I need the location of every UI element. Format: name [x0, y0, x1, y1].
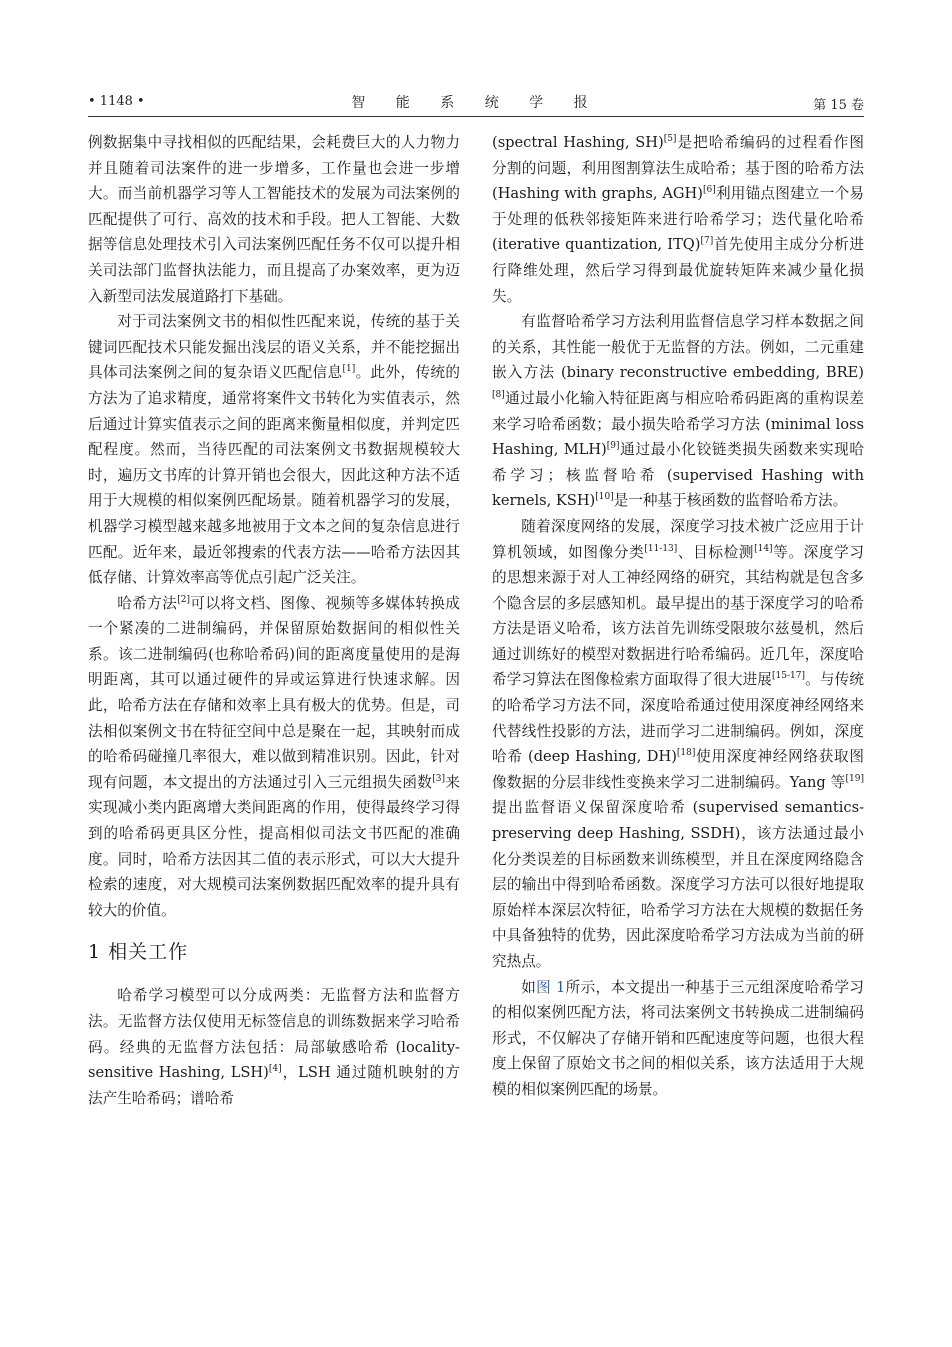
section-heading: 1 相关工作: [88, 941, 189, 964]
citation[interactable]: [1]: [342, 364, 356, 375]
text: 利用锚点图建立一个易于处理的低秩邻接矩阵来进行哈希学习；迭代量化哈希 (iterative quantization, ITQ): [492, 185, 864, 254]
citation[interactable]: [15-17]: [772, 671, 806, 682]
paragraph: [492, 514, 864, 975]
citation[interactable]: [4]: [268, 1064, 282, 1075]
text: 是一种基于核函数的监督哈希方法。: [613, 492, 848, 510]
citation[interactable]: [2]: [177, 594, 190, 605]
left-column: [88, 130, 460, 1111]
text: 是把哈希编码的过程看作图分割的问题，利用图割算法生成哈希；基于图的哈希方法 (Hashing with graphs, AGH): [492, 134, 864, 203]
text: 。此外，传统的方法为了追求精度，通常将案件文书转化为实值表示，然后通过计算实值表示之间的距离来衡量相似度，并判定匹配程度。然而，当待匹配的司法案例文书数据规模较大时，遍历文书库的计算开销也会很大，因此这种方法不适用于大规模的相似案例匹配场景。随着机器学习的发展，机器学习模型越来越多地被用于文本之间的复杂信息进行匹配。近年来，最近邻搜索的代表方法——哈希方法因其低存储、计算效率高等优点引起广泛关注。: [88, 364, 460, 587]
text: ，LSH 通过随机映射的方法产生哈希码；谱哈希: [88, 1064, 460, 1107]
citation[interactable]: [11-13]: [644, 543, 678, 554]
text: 通过最小化输入特征距离与相应哈希码距离的重构误差来学习哈希函数；最小损失哈希学习方法 (minimal loss Hashing, MLH): [492, 389, 864, 459]
text: 可以将文档、图像、视频等多媒体转换成一个紧凑的二进制编码，并保留原始数据间的相似性关系。该二进制编码(也称哈希码)间的距离度量使用的是海明距离，其可以通过硬件的异或运算进行快速求解。因此，哈希方法在存储和效率上具有极大的优势。但是，司法相似案例文书在特征空间中总是聚在一起，其映射而成的哈希码碰撞几率很大，难以做到精准识别。因此，针对现有问题，本文提出的方法通过引入三元组损失函数: [88, 594, 460, 791]
right-column: [492, 130, 864, 1103]
text: 例数据集中寻找相似的匹配结果，会耗费巨大的人力物力并且随着司法案件的进一步增多，工作量也会进一步增大。而当前机器学习等人工智能技术的发展为司法案例的匹配提供了可行、高效的技术和手段。把人工智能、大数据等信息处理技术引入司法案例匹配任务不仅可以提升相关司法部门监督执法能力，而且提高了办案效率，更为迈入新型司法发展道路打下基础。: [88, 134, 460, 305]
volume-label: 第 15 卷: [813, 98, 864, 113]
text: 通过最小化铰链类损失函数来实现哈希学习；核监督哈希 (supervised Hashing with kernels, KSH): [492, 441, 864, 510]
text: 所示，本文提出一种基于三元组深度哈希学习的相似案例匹配方法，将司法案例文书转换成二进制编码形式，不仅解决了存储开销和匹配速度等问题，也很大程度上保留了原始文书之间的相似关系，该方法适用于大规模的相似案例匹配的场景。: [492, 978, 864, 1098]
citation[interactable]: [18]: [676, 748, 696, 759]
journal-title: 智 能 系 统 学 报: [351, 95, 601, 111]
text: 哈希方法: [117, 594, 178, 612]
paragraph: [492, 130, 864, 309]
citation[interactable]: [10]: [595, 492, 614, 503]
citation[interactable]: [5]: [663, 134, 677, 145]
citation[interactable]: [6]: [702, 185, 716, 196]
text: 如: [521, 978, 537, 996]
paragraph: [88, 309, 460, 591]
page-number: • 1148 •: [88, 94, 145, 109]
text: 。与传统的哈希学习方法不同，深度哈希通过使用深度神经网络来代替线性投影的方法，进而学习二进制编码。例如，深度哈希 (deep Hashing, DH): [492, 671, 864, 766]
citation[interactable]: [14]: [754, 543, 773, 554]
citation[interactable]: [8]: [492, 390, 505, 401]
citation[interactable]: [19]: [845, 773, 864, 784]
text: 、目标检测: [677, 543, 755, 561]
paragraph: [88, 591, 460, 924]
text: 有监督哈希学习方法利用监督信息学习样本数据之间的关系，其性能一般优于无监督的方法。例如，二元重建嵌入方法 (binary reconstructive embedding, BRE): [492, 313, 864, 382]
paragraph: [492, 975, 864, 1103]
paragraph: [492, 309, 864, 514]
citation[interactable]: [7]: [700, 236, 714, 247]
text: 等。深度学习的思想来源于对人工神经网络的研究，其结构就是包含多个隐含层的多层感知机。最早提出的基于深度学习的哈希方法是语义哈希，该方法首先训练受限玻尔兹曼机，然后通过训练好的模型对数据进行哈希编码。近几年，深度哈希学习算法在图像检索方面取得了很大进展: [492, 543, 864, 689]
text: 首先使用主成分分析进行降维处理，然后学习得到最优旋转矩阵来减少量化损失。: [492, 236, 864, 305]
header-rule: [88, 116, 864, 117]
paragraph: [88, 130, 460, 309]
text: 哈希学习模型可以分成两类：无监督方法和监督方法。无监督方法仅使用无标签信息的训练数据来学习哈希码。经典的无监督方法包括：局部敏感哈希 (locality-sensitive Hashing, LSH): [88, 987, 460, 1082]
figure-link[interactable]: 图 1: [536, 978, 566, 996]
citation[interactable]: [3]: [432, 773, 446, 784]
text: 使用深度神经网络获取图像数据的分层非线性变换来学习二进制编码。Yang 等: [492, 748, 864, 791]
text: (spectral Hashing, SH): [492, 134, 664, 151]
text: 提出监督语义保留深度哈希 (supervised semantics-preserving deep Hashing, SSDH)，该方法通过最小化分类误差的目标函数来训练模型，并且在深度网络隐含层的输出中得到哈希函数。深度学习方法可以很好地提取原始样本深层次特征，哈希学习方法在大规模的数据任务中具备独特的优势，因此深度哈希学习方法成为当前的研究热点。: [492, 799, 864, 970]
running-header: [88, 92, 864, 114]
citation[interactable]: [9]: [606, 441, 620, 452]
text: 来实现减小类内距离增大类间距离的作用，使得最终学习得到的哈希码更具区分性，提高相似司法文书匹配的准确度。同时，哈希方法因其二值的表示形式，可以大大提升检索的速度，对大规模司法案例数据匹配效率的提升具有较大的价值。: [88, 773, 460, 919]
text: 对于司法案例文书的相似性匹配来说，传统的基于关键词匹配技术只能发掘出浅层的语义关系，并不能挖掘出具体司法案例之间的复杂语义匹配信息: [88, 313, 460, 382]
text: 随着深度网络的发展，深度学习技术被广泛应用于计算机领域，如图像分类: [492, 517, 864, 561]
paragraph: [88, 983, 460, 1111]
